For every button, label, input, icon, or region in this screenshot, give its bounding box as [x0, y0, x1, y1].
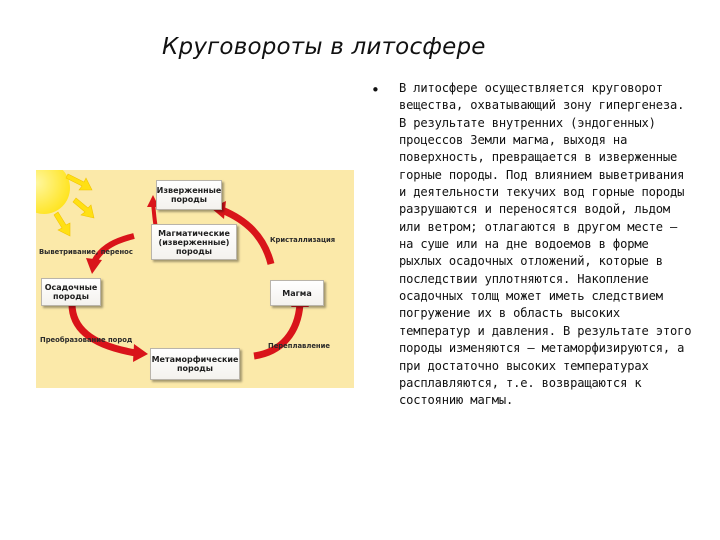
- melting-label: Переплавление: [268, 342, 330, 350]
- magma-box: Магма: [270, 280, 324, 306]
- arrow-transformation: [72, 304, 136, 353]
- sun-ray-3: [54, 212, 70, 236]
- sedimentary-rocks-box: Осадочные породы: [41, 278, 101, 306]
- body-paragraph: В литосфере осуществляется круговорот вещества, охватывающий зону гипергенеза. В результате внутренних (эндогенных) процессов Земли магма, выходя на поверхность, превращается в изверженные горные породы. Под влиянием выветривания и деятельности текучих вод горные породы разрушаются и переносятся водой, льдом или ветром; отлагаются в другом месте – на суше или на дне водоемов в форме рыхлых осадочных отложений, которые в последствии уплотняются. Накопление осадочных толщ может иметь следствием погружение их в область высоких температур и давления. В результате этого породы изменяются – метаморфизируются, а при достаточно высоких температурах расплавляются, т.е. возвращаются к состоянию магмы.: [399, 81, 692, 408]
- rock-cycle-diagram: [36, 170, 354, 388]
- bullet-dot: •: [371, 81, 380, 99]
- transformation-label: Преобразование пород: [40, 336, 133, 344]
- arrowhead-weathering: [86, 258, 102, 274]
- sun-icon: [36, 170, 70, 214]
- igneous-intrusive-rocks-box: Магматические (изверженные) породы: [151, 224, 237, 260]
- metamorphic-rocks-box: Метаморфические породы: [150, 348, 240, 380]
- arrowhead-transformation: [133, 344, 148, 362]
- slide-title: Круговороты в литосфере: [162, 34, 486, 60]
- weathering-label: Выветривание, перенос: [39, 248, 133, 256]
- sun-ray-2: [73, 198, 94, 218]
- crystallization-label: Кристаллизация: [270, 236, 336, 244]
- igneous-extrusive-rocks-box: Изверженные породы: [156, 180, 222, 210]
